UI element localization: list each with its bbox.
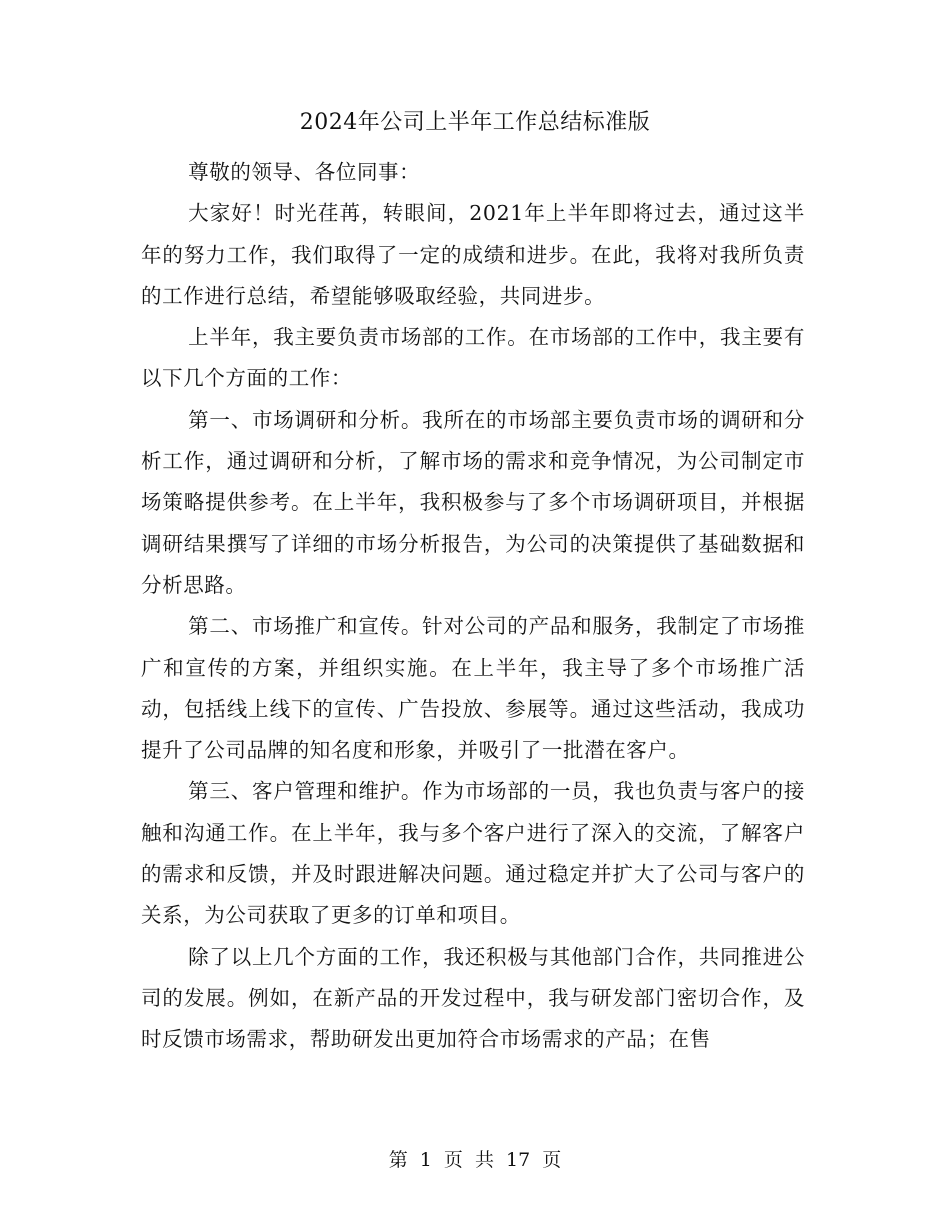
footer-page-label: 第 — [388, 1149, 408, 1171]
footer-total-label: 共 — [474, 1149, 494, 1171]
footer-page-unit: 页 — [443, 1149, 463, 1171]
footer-current-page: 1 — [419, 1149, 432, 1171]
footer-total-pages: 17 — [506, 1149, 531, 1171]
salutation-paragraph: 尊敬的领导、各位同事： — [188, 160, 421, 184]
point-two-paragraph: 第二、市场推广和宣传。针对公司的产品和服务，我制定了市场推广和宣传的方案，并组织实施。在上半年，我主导了多个市场推广活动，包括线上线下的宣传、广告投放、参展等。通过这些活动，我成功提升了公司品牌的知名度和形象，并吸引了一批潜在客户。 — [141, 614, 805, 763]
document-title: 2024年公司上半年工作总结标准版 — [299, 110, 651, 135]
page-footer — [0, 1147, 950, 1173]
footer-total-unit: 页 — [542, 1149, 562, 1171]
cooperation-paragraph: 除了以上几个方面的工作，我还积极与其他部门合作，共同推进公司的发展。例如，在新产品的开发过程中，我与研发部门密切合作，及时反馈市场需求，帮助研发出更加符合市场需求的产品；在售 — [141, 944, 805, 1052]
point-three-paragraph: 第三、客户管理和维护。作为市场部的一员，我也负责与客户的接触和沟通工作。在上半年，我与多个客户进行了深入的交流，了解客户的需求和反馈，并及时跟进解决问题。通过稳定并扩大了公司与客户的关系，为公司获取了更多的订单和项目。 — [141, 779, 805, 928]
point-one-paragraph: 第一、市场调研和分析。我所在的市场部主要负责市场的调研和分析工作，通过调研和分析，了解市场的需求和竞争情况，为公司制定市场策略提供参考。在上半年，我积极参与了多个市场调研项目，并根据调研结果撰写了详细的市场分析报告，为公司的决策提供了基础数据和分析思路。 — [141, 407, 805, 597]
intro-paragraph: 上半年，我主要负责市场部的工作。在市场部的工作中，我主要有以下几个方面的工作： — [141, 325, 805, 391]
document-body — [141, 152, 805, 1061]
greeting-paragraph: 大家好！时光荏苒，转眼间，2021年上半年即将过去，通过这半年的努力工作，我们取得了一定的成绩和进步。在此，我将对我所负责的工作进行总结，希望能够吸取经验，共同进步。 — [141, 201, 805, 308]
